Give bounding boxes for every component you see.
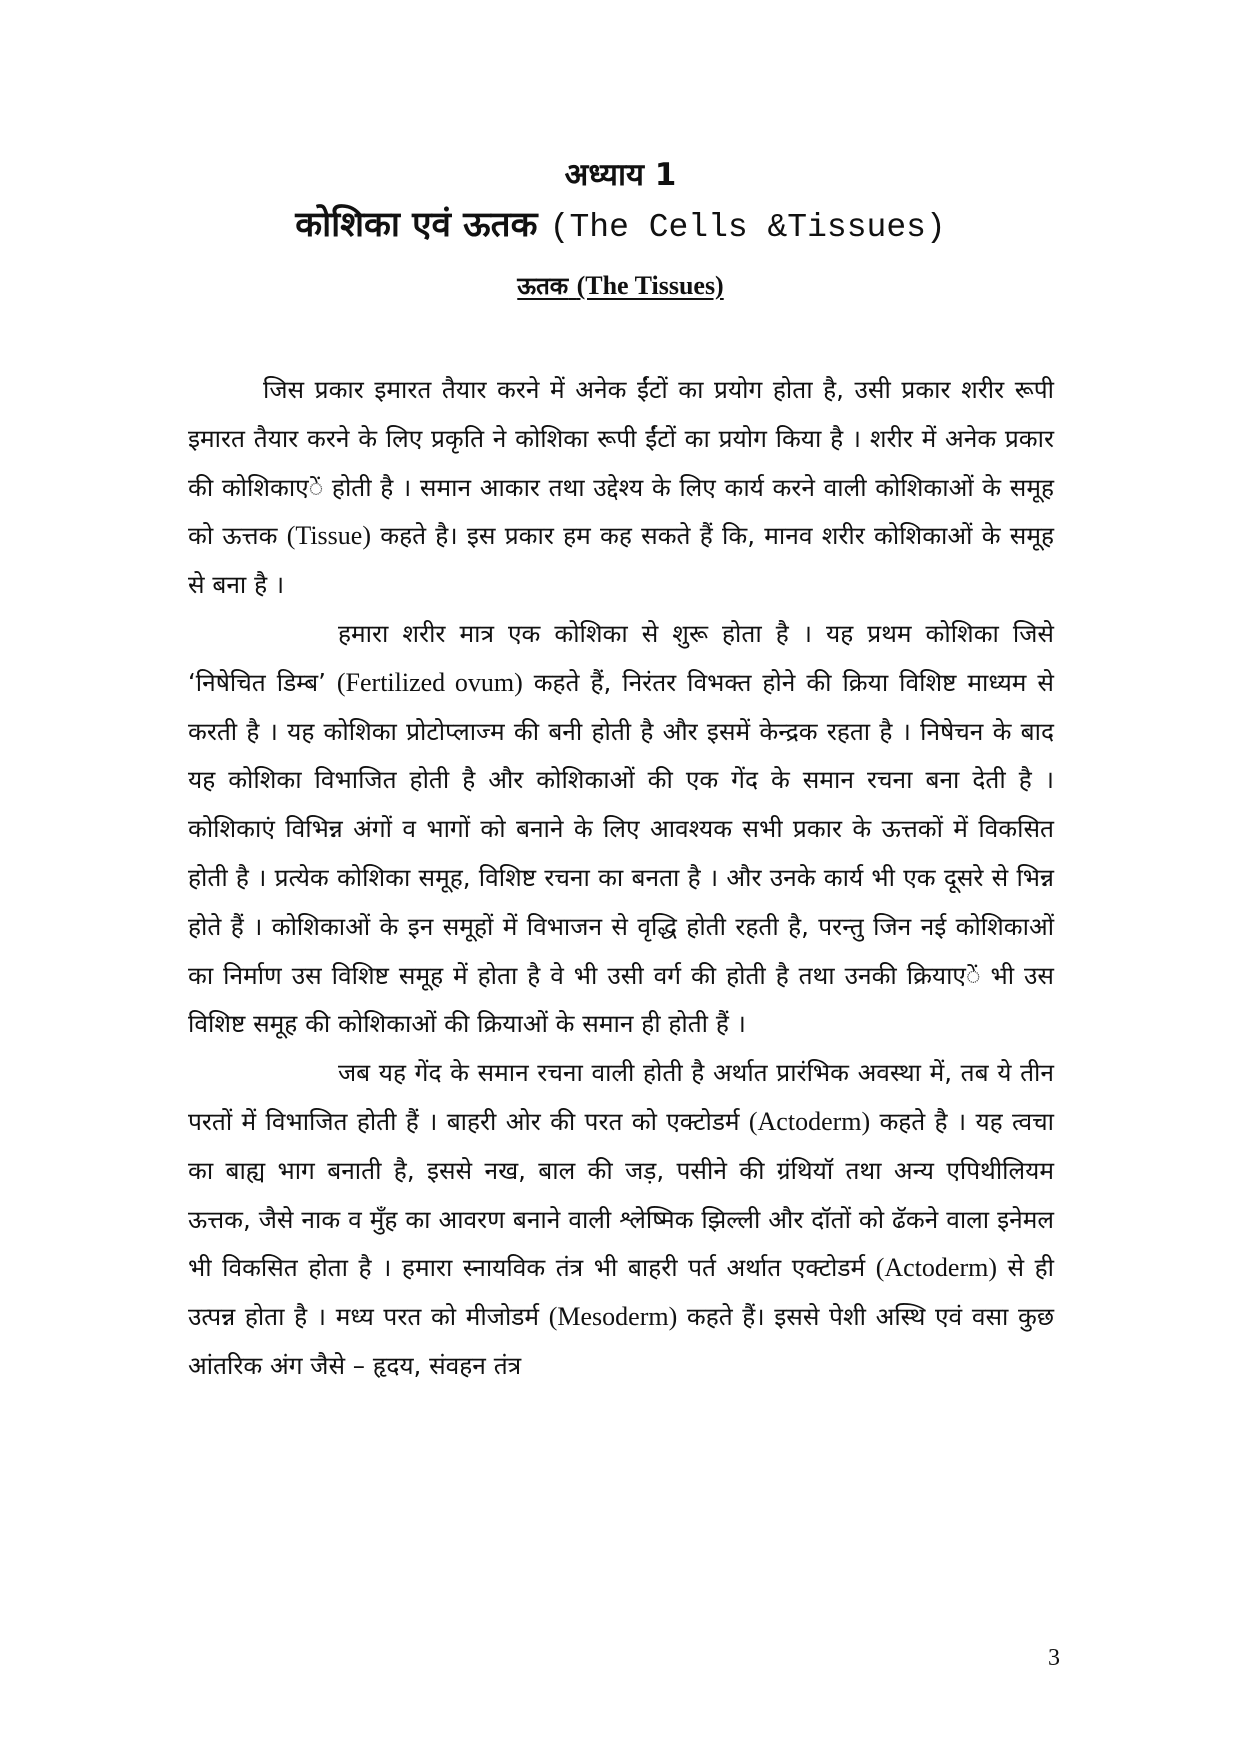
paragraph-2 <box>188 610 1054 1049</box>
text-run: जिस प्रकार इमारत तैयार करने में अनेक ईंटों का प्रयोग होता है, उसी प्रकार शरीर रूपी इमारत तैयार करने के लिए प्रकृति ने कोशिका रूपी ईंटों का प्रयोग किया है । शरीर में अनेक प्रकार की कोशिकाएें होती है । समान आकार तथा उद्देश्य के लिए कार्य करने वाली कोशिकाओं के समूह को ऊत्तक <box>188 375 1054 551</box>
text-run: हमारा शरीर मात्र एक कोशिका से शुरू होता है । यह प्रथम कोशिका जिसे ‘निषेचित डिम्ब’ <box>188 618 1054 697</box>
text-run: कहते है। इस प्रकार हम कह सकते हैं कि, मानव शरीर कोशिकाओं के समूह से बना है । <box>188 521 1054 600</box>
page-number: 3 <box>1048 1645 1060 1671</box>
english-term: (Mesoderm) <box>548 1302 678 1332</box>
english-term: (Fertilized ovum) <box>336 667 523 697</box>
english-term: (Tissue) <box>286 521 371 551</box>
paragraph-3 <box>188 1049 1054 1391</box>
title-hindi: कोशिका एवं ऊतक <box>295 205 538 245</box>
chapter-heading: अध्याय 1 <box>564 157 677 193</box>
text-run: जब यह गेंद के समान रचना वाली होती है अर्थात प्रारंभिक अवस्था में, तब ये तीन परतों में विभाजित होती हैं । बाहरी ओर की परत को एक्टोडर्म <box>188 1058 1054 1136</box>
body-text <box>188 366 1054 1391</box>
english-term: (Actoderm) <box>748 1106 871 1136</box>
text-run: कहते है । यह त्वचा का बाह्य भाग बनाती है, इससे नख, बाल की जड़, पसीने की ग्रंथियॉ तथा अन्य एपिथीलियम ऊत्तक, जैसे नाक व मुँह का आवरण बनाने वाली श्लेष्मिक झिल्ली और दॉतों को ढॅकने वाला इनेमल भी विकसित होता है । हमारा स्नायविक तंत्र भी बाहरी पर्त अर्थात एक्टोडर्म <box>188 1106 1054 1283</box>
subtitle-hindi: ऊतक <box>517 272 569 300</box>
paragraph-1 <box>188 366 1054 610</box>
title-english: (The Cells &Tissues) <box>549 209 946 246</box>
text-run: कहते हैं। इससे पेशी अस्थि एवं वसा कुछ आंतरिक अंग जैसे – हृदय, संवहन तंत्र <box>188 1302 1054 1380</box>
section-subtitle <box>0 268 1241 304</box>
chapter-title <box>0 201 1241 252</box>
text-run: कहते हैं, निरंतर विभक्त होने की क्रिया विशिष्ट माध्यम से करती है । यह कोशिका प्रोटोप्लाज्म की बनी होती है और इसमें केन्द्रक रहता है । निषेचन के बाद यह कोशिका विभाजित होती है और कोशिकाओं की एक गेंद के समान रचना बना देती है । कोशिकाएं विभिन्न अंगों व भागों को बनाने के लिए आवश्यक सभी प्रकार के ऊत्तकों में विकसित होती है । प्रत्येक कोशिका समूह, विशिष्ट रचना का बनता है । और उनके कार्य भी एक दूसरे से भिन्न होते हैं । कोशिकाओं के इन समूहों में विभाजन से वृद्धि होती रहती है, परन्तु जिन नई कोशिकाओं का निर्माण उस विशिष्ट समूह में होता है वे भी उसी वर्ग की होती है तथा उनकी क्रियाएें भी उस विशिष्ट समूह की कोशिकाओं की क्रियाओं के समान ही होती हैं । <box>188 667 1054 1039</box>
subtitle-underlined <box>517 272 723 300</box>
subtitle-english: (The Tissues) <box>576 271 724 300</box>
text-run: से ही उत्पन्न होता है । मध्य परत को मीजोडर्म <box>188 1253 1055 1332</box>
english-term: (Actoderm) <box>875 1253 997 1283</box>
